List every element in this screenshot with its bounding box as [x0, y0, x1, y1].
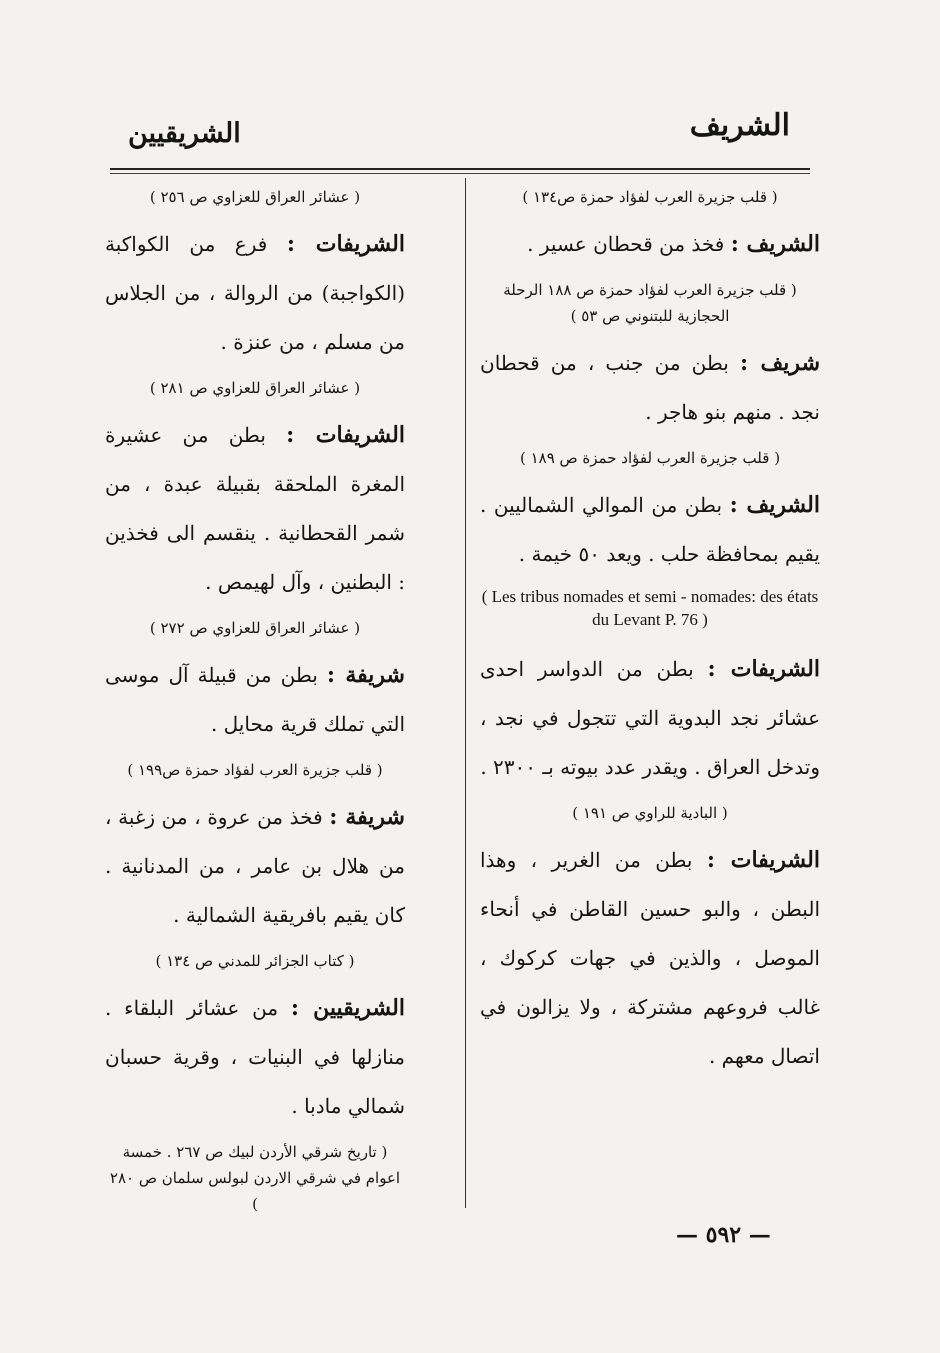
source-reference: ( قلب جزيرة العرب لفؤاد حمزة ص ١٨٨ الرحلة الحجازية للبتنوني ص ٥٣ ) [503, 281, 797, 325]
source-reference: ( تاريخ شرقي الأردن لبيك ص ٢٦٧ . خمسة اعوام في شرقي الاردن لبولس سلمان ص ٢٨٠ ) [109, 1143, 401, 1213]
entry-headword: شريفة : [329, 804, 405, 830]
source-reference: ( Les tribus nomades et semi - nomades: des états du Levant P. 76 ) [481, 587, 819, 629]
entry-body: فخذ من قحطان عسير . [527, 232, 731, 256]
entry-headword: الشريفات : [286, 231, 405, 257]
dictionary-entry [480, 220, 820, 269]
entry-body: من عشائر البلقاء . منازلها في البنيات ، وقرية حسبان شمالي مادبا . [105, 996, 405, 1118]
dictionary-entry [105, 984, 405, 1131]
entry-body: بطن من جنب ، من قحطان نجد . منهم بنو هاجر . [480, 351, 820, 424]
entry-headword: الشريقيين : [290, 995, 405, 1021]
source-reference: ( عشائر العراق للعزاوي ص ٢٨١ ) [149, 379, 361, 397]
entry-headword: شريفة : [326, 662, 405, 688]
entry-body: فخذ من عروة ، من زغبة ، من هلال بن عامر ، من المدنانية . كان يقيم بافريقية الشمالية . [105, 805, 405, 927]
dictionary-entry [105, 651, 405, 749]
page-number: — ٥٩٢ — [676, 1222, 771, 1248]
header-rule [110, 168, 810, 170]
left-column [105, 176, 405, 1227]
entry-body: بطن من الغرير ، وهذا البطن ، والبو حسين القاطن في أنحاء الموصل ، والذين في جهات كركوك ، غالب فروعهم مشتركة ، ولا يزالون في اتصال معهم . [480, 848, 820, 1068]
source-reference: ( البادية للراوي ص ١٩١ ) [572, 804, 728, 822]
dictionary-entry [105, 793, 405, 940]
page-header-left: الشريقيين [128, 118, 241, 149]
dictionary-entry [105, 411, 405, 607]
entry-body: فرع من الكواكبة (الكواجبة) من الروالة ، من الجلاس من مسلم ، من عنزة . [105, 232, 405, 354]
entry-headword: الشريفات : [707, 656, 820, 682]
source-reference: ( عشائر العراق للعزاوي ص ٢٥٦ ) [149, 188, 361, 206]
source-reference: ( عشائر العراق للعزاوي ص ٢٧٢ ) [149, 619, 361, 637]
page-header-right: الشريف [689, 108, 790, 143]
dictionary-entry [480, 836, 820, 1081]
entry-headword: الشريفات : [286, 422, 405, 448]
entry-body: بطن من الدواسر احدى عشائر نجد البدوية التي تتجول في نجد ، وتدخل العراق . ويقدر عدد بيوته بـ ٢٣٠٠ . [480, 657, 820, 779]
entry-headword: الشريفات : [706, 847, 820, 873]
dictionary-entry [105, 220, 405, 367]
entry-headword: الشريف : [729, 492, 820, 518]
dictionary-entry [480, 339, 820, 437]
entry-headword: الشريف : [730, 231, 820, 257]
right-column [480, 176, 820, 1081]
entry-body: بطن من قبيلة آل موسى التي تملك قرية محايل . [105, 663, 405, 736]
source-reference: ( قلب جزيرة العرب لفؤاد حمزة ص١٣٤ ) [522, 188, 778, 206]
source-reference: ( قلب جزيرة العرب لفؤاد حمزة ص١٩٩ ) [127, 761, 383, 779]
entry-body: بطن من الموالي الشماليين . يقيم بمحافظة حلب . ويعد ٥٠ خيمة . [480, 493, 820, 566]
header-rule-secondary [110, 173, 810, 174]
source-reference: ( قلب جزيرة العرب لفؤاد حمزة ص ١٨٩ ) [519, 449, 781, 467]
column-divider [465, 178, 466, 1208]
entry-headword: شريف : [739, 350, 821, 376]
dictionary-entry [480, 481, 820, 579]
dictionary-entry [480, 645, 820, 792]
source-reference: ( كتاب الجزائر للمدني ص ١٣٤ ) [155, 952, 355, 970]
entry-body: بطن من عشيرة المغرة الملحقة بقبيلة عبدة ، من شمر القحطانية . ينقسم الى فخذين : البطنين ، وآل لهيمص . [105, 423, 405, 594]
